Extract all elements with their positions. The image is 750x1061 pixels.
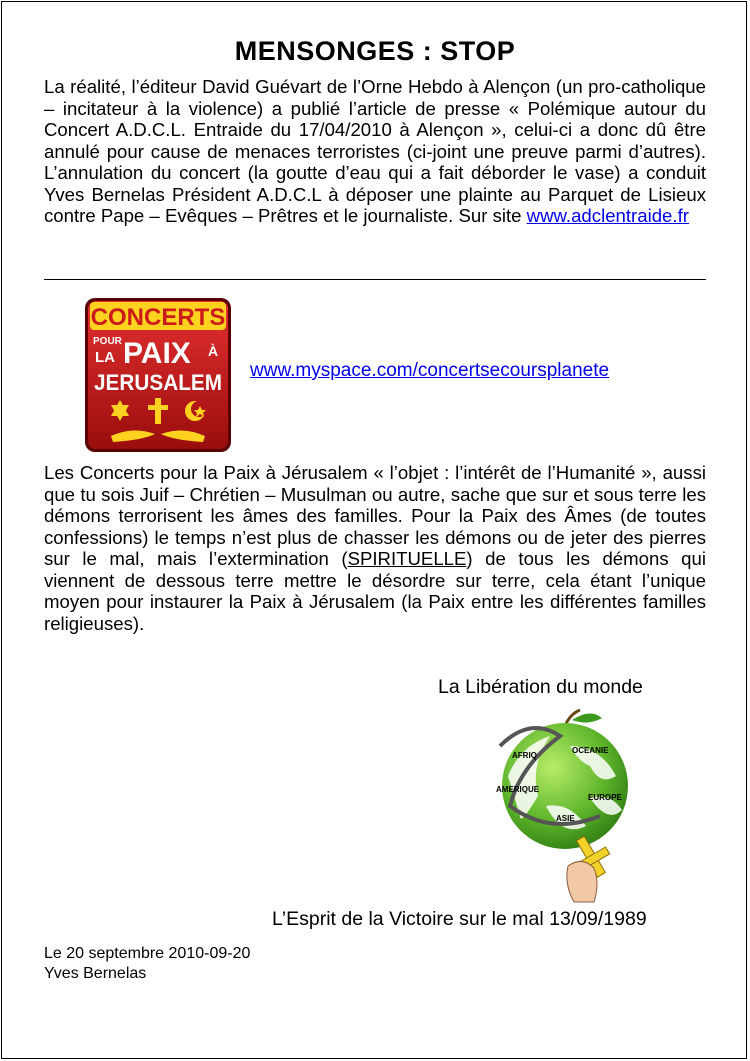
intro-text: La réalité, l’éditeur David Guévart de l’Orne Hebdo à Alençon (un pro-catholique – incitateur à la violence) a publié l’article de presse « Polémique autour du Concert A.D.C.L. Entraide du 17/04/2010 à Alençon », celui-ci a donc dû être annulé pour cause de menaces terroristes (ci-joint une preuve parmi d’autres). L’annulation du concert (la goutte d’eau qui a fait déborder le vase) a conduit Yves Bernelas Président A.D.C.L à déposer une plainte au Parquet de Lisieux contre Pape – Evêques – Prêtres et le journaliste. Sur site: [44, 76, 706, 226]
signature-name: Yves Bernelas: [44, 965, 147, 982]
esprit-victoire-caption: L’Esprit de la Victoire sur le mal 13/09/1989: [272, 908, 647, 930]
world-apple-globe-illustration: [490, 706, 640, 906]
myspace-link[interactable]: www.myspace.com/concertsecoursplanete: [250, 360, 610, 381]
logo-a-text: À: [208, 343, 219, 359]
concerts-paragraph: [44, 462, 706, 634]
logo-la-text: LA: [95, 349, 115, 366]
logo-jerusalem-text: JERUSALEM: [94, 370, 222, 395]
signature-block: [44, 944, 250, 984]
logo-concerts-text: CONCERTS: [90, 304, 226, 331]
concerts-text-before: Les Concerts pour la Paix à Jérusalem « l’objet : l’intérêt de l’Humanité », aussi que tu sois Juif – Chrétien – Musulman ou autre, sache que sur et sous terre les démons terrorisent les âmes des familles. Pour la Paix des Âmes (de toutes confessions) le temps n’est plus de chasser les démons ou de jeter des pierres sur le mal, mais l’extermination (: [44, 462, 706, 569]
signature-date: Le 20 septembre 2010-09-20: [44, 945, 251, 962]
page-title: MENSONGES : STOP: [234, 36, 516, 66]
globe-label-oceania: OCEANIE: [572, 746, 609, 755]
logo-paix-text: PAIX: [123, 337, 191, 370]
horizontal-divider: [44, 279, 706, 280]
globe-label-europe: EUROPE: [588, 793, 622, 802]
spirituelle-text: SPIRITUELLE: [347, 548, 467, 569]
globe-label-asia: ASIE: [556, 814, 575, 823]
concerts-text-after: ) de tous les démons qui viennent de dessous terre mettre le désordre sur terre, cela étant l’unique moyen pour instaurer la Paix à Jérusalem (la Paix entre les différentes familles religieuses).: [44, 548, 706, 634]
concerts-paix-jerusalem-logo: [83, 296, 233, 454]
hand-icon: [567, 861, 597, 902]
intro-paragraph: [44, 76, 706, 227]
logo-pour-text: POUR: [93, 336, 122, 347]
globe-label-america: AMERIQUE: [496, 785, 540, 794]
adclentraide-link[interactable]: www.adclentraide.fr: [526, 205, 689, 226]
globe-label-africa: AFRIQ: [512, 751, 537, 760]
liberation-caption: La Libération du monde: [438, 676, 643, 698]
